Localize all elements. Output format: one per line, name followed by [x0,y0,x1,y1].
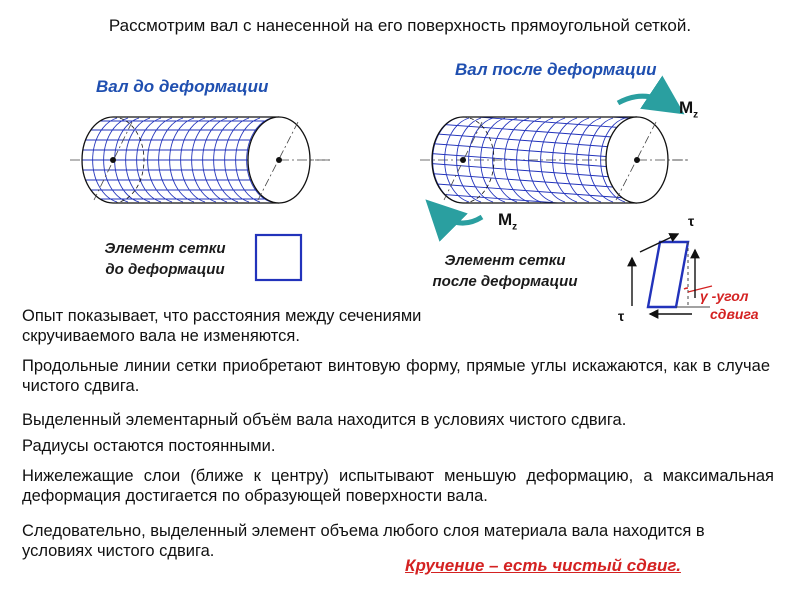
element-after-caption: Элемент сетки после деформации [432,252,578,290]
torque-arrow-bottom [436,210,482,223]
tau-label-bottom: τ [618,308,625,324]
gamma-label: γ -угол сдвига [700,288,759,322]
paragraph-conclusion: Следовательно, выделенный элемент объема любого слоя материала вала находится в условиях чистого сдвига. [22,522,705,560]
shaft-before [60,117,330,203]
paragraph-distances: Опыт показывает, что расстояния между сечениями скручиваемого вала не изменяются. [22,307,422,345]
page-title: Рассмотрим вал с нанесенной на его поверхность прямоугольной сеткой. [108,16,692,35]
tau-label-top: τ [688,213,695,229]
torque-arrow-top [618,96,672,106]
shaft-before-label: Вал до деформации [96,77,269,96]
shaft-after [410,96,690,223]
paragraph-helix: Продольные линии сетки приобретают винтовую форму, прямые углы искажаются, как в случае чистого сдвига. [22,357,770,395]
moment-label-bottom: $M_z$ [498,210,518,233]
element-before-caption: Элемент сетки до деформации [104,240,226,278]
moment-label-top: $M_z$ [679,98,699,121]
conclusion-statement: Кручение – есть чистый сдвиг. [405,556,681,575]
shaft-after-label: Вал после деформации [455,60,657,79]
shear-parallelogram [648,242,688,307]
paragraph-pure-shear: Выделенный элементарный объём вала находится в условиях чистого сдвига. [22,411,627,429]
paragraph-radii: Радиусы остаются постоянными. [22,437,276,455]
element-square-before [256,235,301,280]
paragraph-layers: Нижележащие слои (ближе к центру) испытывают меньшую деформацию, а максимальная деформация достигается по образующей поверхности вала. [22,467,774,505]
